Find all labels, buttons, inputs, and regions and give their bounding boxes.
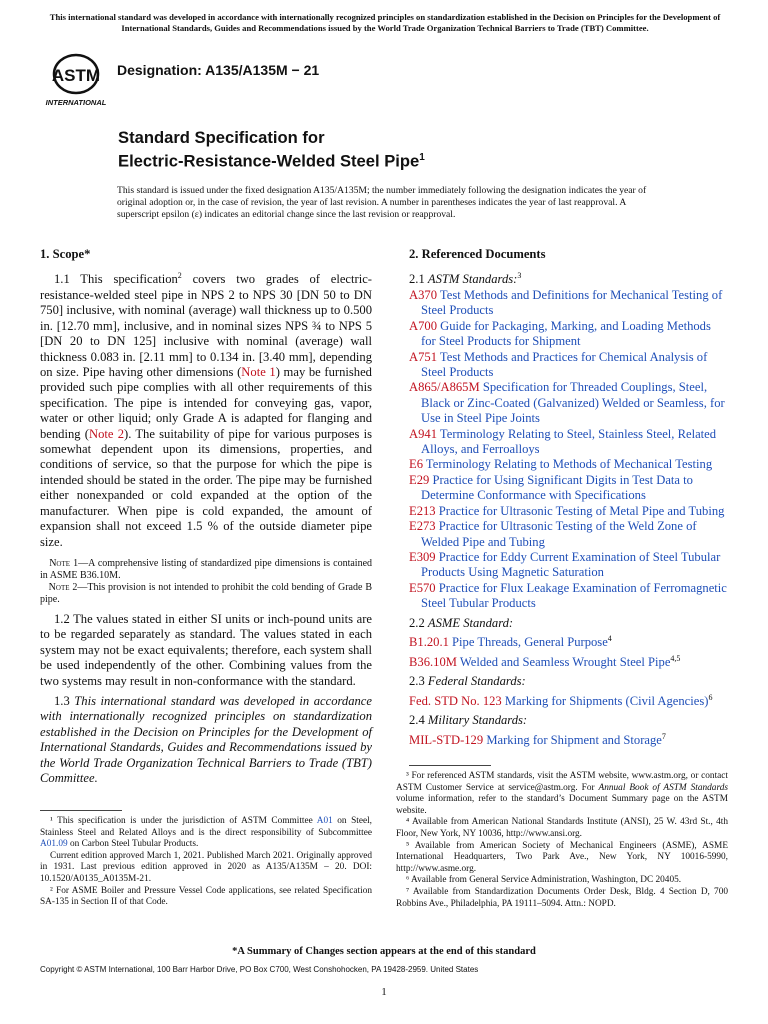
- scope-para-3: [40, 694, 372, 786]
- reference-item: [409, 519, 728, 550]
- reference-title-link[interactable]: Practice for Ultrasonic Testing of Metal Pipe and Tubing: [438, 503, 725, 518]
- reference-item: [409, 651, 728, 671]
- reference-title-link[interactable]: Practice for Using Significant Digits in Test Data to Determine Conformance with Specifications: [421, 472, 693, 503]
- fn3-a: ³ For referenced ASTM standards, visit the ASTM website, www.astm.org, or contact ASTM Customer Service at service@astm.org. For: [396, 771, 728, 793]
- footnote-1: [40, 816, 372, 851]
- reference-item: [409, 631, 728, 651]
- footnote-1-edition: Current edition approved March 1, 2021. Published March 2021. Originally approved in 1931. Last previous edition approved in 2020 as A135/A135M – 20. DOI: 10.1520/A0135_A0135M-21.: [40, 850, 372, 884]
- abstract: This standard is issued under the fixed designation A135/A135M; the number immediately following the designation indicates the year of original adoption or, in the case of revision, the year of last revision. A number in parentheses indicates the year of last reapproval. A superscript epsilon (ε) indicates an editorial change since the last revision or reapproval.: [117, 185, 647, 220]
- asme-standard-subheading: [409, 616, 728, 631]
- scope-para-1: [40, 268, 372, 550]
- reference-title-link[interactable]: Welded and Seamless Wrought Steel Pipe: [459, 654, 671, 669]
- note-2-label: Note 2: [48, 581, 78, 593]
- copyright: Copyright © ASTM International, 100 Barr Harbor Drive, PO Box C700, West Conshohocken, PA 19428-2959. United States: [40, 965, 479, 974]
- note-2: [40, 582, 372, 606]
- committee-a01-link[interactable]: A01: [316, 816, 333, 826]
- reference-footnote-ref: 4: [607, 633, 612, 643]
- fn1-a: ¹ This specification is under the jurisdiction of ASTM Committee: [50, 816, 317, 826]
- p3-num: 1.3: [54, 693, 75, 708]
- designation: Designation: A135/A135M − 21: [117, 62, 320, 78]
- reference-footnote-ref: 4,5: [670, 653, 681, 663]
- reference-item: [409, 690, 728, 710]
- reference-item: [409, 581, 728, 612]
- left-footnotes: [40, 816, 372, 909]
- note-1-link[interactable]: Note 1: [241, 365, 276, 380]
- mil-label: 2.4: [409, 713, 428, 728]
- footnote-5: ⁵ Available from American Society of Mechanical Engineers (ASME), ASME International Headquarters, Two Park Ave., New York, NY 10016-5990, http://www.asme.org.: [396, 840, 728, 874]
- reference-item: [409, 457, 728, 472]
- reference-title-link[interactable]: Marking for Shipment and Storage: [486, 732, 662, 747]
- footnote-3: [396, 771, 728, 817]
- footnote-7: ⁷ Available from Standardization Documents Order Desk, Bldg. 4 Section D, 700 Robbins Ave., Philadelphia, PA 19111–5094. Attn.: NOPD.: [396, 886, 728, 909]
- page-number: 1: [381, 986, 387, 998]
- reference-id-link[interactable]: Fed. STD No. 123: [409, 693, 502, 708]
- reference-item: [409, 729, 728, 749]
- reference-title-link[interactable]: Terminology Relating to Steel, Stainless Steel, Related Alloys, and Ferroalloys: [421, 426, 717, 457]
- right-footnotes: [396, 771, 728, 910]
- title-footnote-ref: 1: [419, 152, 425, 163]
- reference-title-link[interactable]: Terminology Relating to Methods of Mechanical Testing: [425, 457, 713, 472]
- scope-heading: 1. Scope*: [40, 247, 91, 261]
- mil-title: Military Standards:: [427, 713, 528, 728]
- subcommittee-a0109-link[interactable]: A01.09: [40, 839, 68, 850]
- right-footnote-separator: [409, 765, 491, 766]
- astm-sup: 3: [517, 271, 522, 281]
- reference-id-link[interactable]: E570: [409, 580, 436, 595]
- reference-item: [409, 380, 728, 426]
- svg-text:INTERNATIONAL: INTERNATIONAL: [45, 98, 107, 107]
- refs-heading: 2. Referenced Documents: [409, 247, 546, 261]
- reference-id-link[interactable]: E29: [409, 472, 430, 487]
- note-2-text: —This provision is not intended to prohibit the cold bending of Grade B pipe.: [40, 581, 372, 605]
- reference-title-link[interactable]: Test Methods and Definitions for Mechanical Testing of Steel Products: [421, 288, 723, 318]
- left-footnote-separator: [40, 810, 122, 811]
- fn1-b: on Steel, Stainless Steel and Related Alloys and is the direct responsibility of Subcommittee: [40, 816, 373, 838]
- p1-a: 1.1 This specification: [54, 272, 178, 287]
- astm-logo: [40, 52, 112, 108]
- note-2-link[interactable]: Note 2: [89, 426, 125, 441]
- document-title: [118, 128, 425, 172]
- p1-b: covers two grades of electric-resistance-welded steel pipe in NPS 2 to NPS 30 [DN 50 to DN 750] inclusive, with nominal (average) wall thickness up to 0.500 in. [12.70 mm], inclusive, and in nominal sizes NPS ¾ to NPS 5 [DN 20 to DN 125] inclusive with nominal (average) wall thickness 0.083 in. [2.11 mm] to 0.134 in. [3.40 mm], depending on size. Pipe having other dimensions (: [40, 272, 373, 380]
- reference-id-link[interactable]: A700: [409, 318, 437, 333]
- asme-label: 2.2: [409, 615, 428, 630]
- fn3-b: volume information, refer to the standard’s Document Summary page on the ASTM website.: [396, 794, 728, 816]
- astm-label: 2.1: [409, 272, 428, 287]
- federal-standards-subheading: [409, 674, 728, 689]
- reference-id-link[interactable]: MIL-STD-129: [409, 732, 484, 747]
- reference-title-link[interactable]: Guide for Packaging, Marking, and Loading Methods for Steel Products for Shipment: [421, 318, 711, 349]
- astm-reference-list: [409, 288, 728, 612]
- reference-title-link[interactable]: Practice for Flux Leakage Examination of Ferromagnetic Steel Tubular Products: [421, 580, 727, 611]
- p3-text: This international standard was developed in accordance with internationally recognized principles on standardization established in the Decision on Principles for the Development of International Standards, Guides and Recommendations issued by the World Trade Organization Technical Barriers to Trade (TBT) Committee.: [40, 693, 372, 785]
- reference-title-link[interactable]: Practice for Eddy Current Examination of Steel Tubular Products Using Magnetic Saturation: [421, 549, 721, 580]
- reference-title-link[interactable]: Test Methods and Practices for Chemical Analysis of Steel Products: [421, 349, 708, 380]
- p1-c: ) may be furnished provided such pipe complies with all other requirements of this specification. The pipe is intended for conveying gas, vapor, water or other liquid; only Grade A is adapted for flanging and bending (: [40, 365, 372, 441]
- reference-id-link[interactable]: E309: [409, 549, 436, 564]
- reference-id-link[interactable]: B1.20.1: [409, 635, 449, 650]
- fed-title: Federal Standards:: [427, 674, 526, 689]
- reference-id-link[interactable]: E213: [409, 503, 436, 518]
- reference-id-link[interactable]: A751: [409, 349, 437, 364]
- reference-item: [409, 504, 728, 519]
- reference-item: [409, 427, 728, 458]
- reference-id-link[interactable]: E273: [409, 519, 436, 534]
- reference-footnote-ref: 6: [708, 692, 713, 702]
- reference-item: [409, 319, 728, 350]
- footnote-4: ⁴ Available from American National Standards Institute (ANSI), 25 W. 43rd St., 4th Floor, New York, NY 10036, http://www.ansi.org.: [396, 817, 728, 839]
- military-standards-subheading: [409, 713, 728, 728]
- summary-note: *A Summary of Changes section appears at the end of this standard: [232, 946, 536, 957]
- fn1-c: on Carbon Steel Tubular Products.: [67, 839, 199, 850]
- asme-title: ASME Standard:: [427, 615, 514, 630]
- asme-reference-list: [409, 631, 728, 670]
- astm-standards-subheading: [409, 268, 728, 288]
- left-column: [40, 247, 372, 791]
- astm-title: ASTM Standards:: [427, 272, 518, 287]
- note-1-label: Note 1: [49, 557, 79, 569]
- title-line-2-text: Electric-Resistance-Welded Steel Pipe: [118, 151, 420, 171]
- note-1: [40, 558, 372, 582]
- reference-footnote-ref: 7: [661, 731, 666, 741]
- title-line-2: [118, 148, 425, 172]
- reference-item: [409, 550, 728, 581]
- reference-id-link[interactable]: A865/A865M: [409, 380, 480, 395]
- reference-item: [409, 473, 728, 504]
- reference-title-link[interactable]: Pipe Threads, General Purpose: [452, 635, 608, 650]
- reference-id-link[interactable]: A941: [409, 426, 437, 441]
- scope-para-2: 1.2 The values stated in either SI units or inch-pound units are to be regarded separately as standard. The values stated in each system may not be exact equivalents; therefore, each system shall be used independently of the other. Combining values from the two systems may result in non-conformance with the standard.: [40, 611, 372, 688]
- military-reference-list: [409, 729, 728, 749]
- footnote-6: ⁶ Available from General Service Administration, Washington, DC 20405.: [406, 875, 682, 886]
- federal-reference-list: [409, 690, 728, 710]
- note-1-text: —A comprehensive listing of standardized pipe dimensions is contained in ASME B36.10M.: [40, 557, 373, 581]
- reference-id-link[interactable]: A370: [409, 288, 437, 302]
- header-note: This international standard was developed in accordance with internationally recognized principles on standardization established in the Decision on Principles for the Development of International Standards, Guides and Recommendations issued by the World Trade Organization Technical Barriers to Trade (TBT) Committee.: [49, 12, 721, 33]
- astm-logo-mark: [40, 52, 112, 108]
- reference-item: [409, 288, 728, 319]
- reference-id-link[interactable]: B36.10M: [409, 654, 457, 669]
- right-column: [409, 247, 728, 748]
- title-line-1: Standard Specification for: [118, 128, 325, 147]
- reference-title-link[interactable]: Practice for Ultrasonic Testing of the Weld Zone of Welded Pipe and Tubing: [421, 519, 697, 549]
- footnote-2: ² For ASME Boiler and Pressure Vessel Code applications, see related Specification SA-135 in Section II of that Code.: [40, 885, 372, 908]
- reference-title-link[interactable]: Specification for Threaded Couplings, Steel, Black or Zinc-Coated (Galvanized) Welded or Seamless, for Use in Steel Pipe Joints: [421, 380, 725, 426]
- fed-label: 2.3: [409, 674, 428, 689]
- reference-id-link[interactable]: E6: [409, 457, 423, 472]
- reference-title-link[interactable]: Marking for Shipments (Civil Agencies): [504, 693, 709, 708]
- p1-sup: 2: [177, 271, 182, 281]
- fn3-italic: Annual Book of ASTM Standards: [598, 782, 728, 793]
- reference-item: [409, 350, 728, 381]
- svg-text:ASTM: ASTM: [51, 66, 101, 85]
- p1-d: ). The suitability of pipe for various purposes is somewhat dependent upon its dimensions, properties, and conditions of service, so that the purpose for which the pipe is intended should be stated in the order. The pipe may be furnished either nonexpanded or cold expanded at the option of the manufacturer. When pipe is cold expanded, the amount of expansion shall not exceed 1.5 % of the outside diameter pipe size.: [40, 426, 372, 549]
